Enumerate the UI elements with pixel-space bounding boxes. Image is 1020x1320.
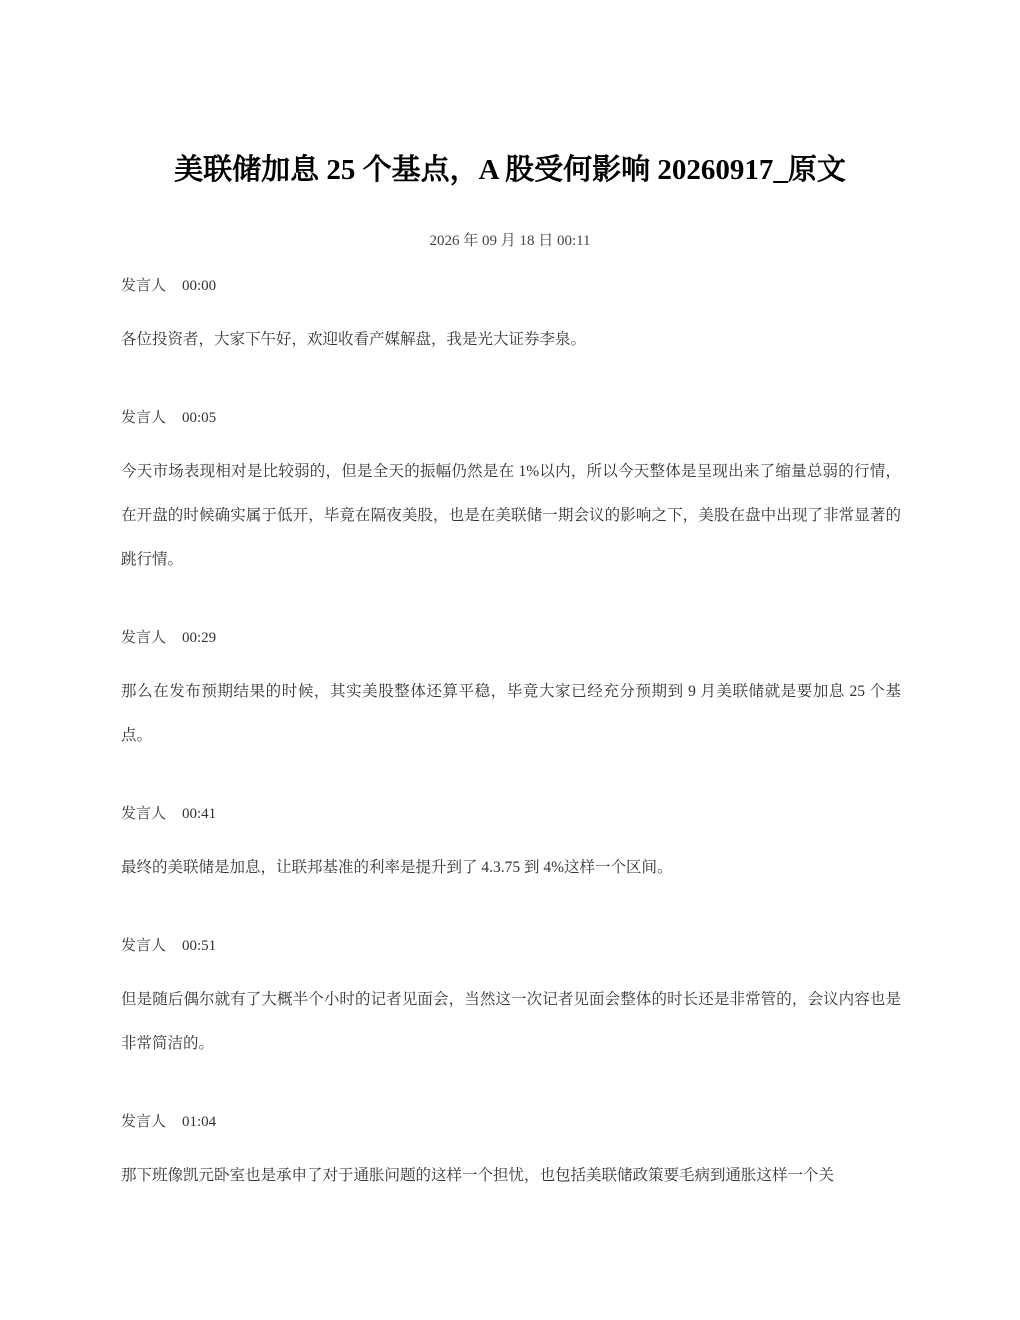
timestamp: 01:04 <box>182 1114 217 1130</box>
timestamp: 00:05 <box>182 410 217 426</box>
entry-header <box>121 274 901 298</box>
document-title: 美联储加息 25 个基点，A 股受何影响 20260917_原文 <box>174 154 846 186</box>
transcript-entry <box>121 1110 901 1198</box>
transcript-entry <box>121 626 901 758</box>
entry-header <box>121 626 901 650</box>
entry-header <box>121 934 901 958</box>
speaker-label: 发言人 <box>121 278 167 294</box>
speaker-label: 发言人 <box>121 938 167 954</box>
entry-text: 各位投资者，大家下午好，欢迎收看产媒解盘，我是光大证券李泉。 <box>121 331 587 348</box>
transcript-entry <box>121 934 901 1066</box>
speaker-label: 发言人 <box>121 806 167 822</box>
transcript <box>121 274 901 1198</box>
speaker-label: 发言人 <box>121 1114 167 1130</box>
entry-text: 最终的美联储是加息，让联邦基准的利率是提升到了 4.3.75 到 4%这样一个区间。 <box>121 859 673 876</box>
entry-header <box>121 802 901 826</box>
timestamp: 00:29 <box>182 630 217 646</box>
document-date: 2026 年 09 月 18 日 00:11 <box>429 233 591 249</box>
transcript-entry <box>121 802 901 890</box>
entry-text: 今天市场表现相对是比较弱的，但是全天的振幅仍然是在 1%以内，所以今天整体是呈现出来了缩量总弱的行情，在开盘的时候确实属于低开，毕竟在隔夜美股，也是在美联储一期会议的影响之下，美股在盘中出现了非常显著的跳行情。 <box>121 463 901 568</box>
transcript-entry <box>121 274 901 362</box>
entry-header <box>121 406 901 430</box>
entry-text: 那么在发布预期结果的时候，其实美股整体还算平稳，毕竟大家已经充分预期到 9 月美联储就是要加息 25 个基点。 <box>121 683 901 744</box>
timestamp: 00:41 <box>182 806 217 822</box>
entry-text: 那下班像凯元卧室也是承申了对于通胀问题的这样一个担忧，也包括美联储政策要毛病到通胀这样一个关 <box>121 1167 835 1184</box>
timestamp: 00:51 <box>182 938 217 954</box>
speaker-label: 发言人 <box>121 630 167 646</box>
speaker-label: 发言人 <box>121 410 167 426</box>
timestamp: 00:00 <box>182 278 217 294</box>
entry-text: 但是随后偶尔就有了大概半个小时的记者见面会，当然这一次记者见面会整体的时长还是非常管的，会议内容也是非常简洁的。 <box>121 991 901 1052</box>
transcript-entry <box>121 406 901 582</box>
entry-header <box>121 1110 901 1134</box>
